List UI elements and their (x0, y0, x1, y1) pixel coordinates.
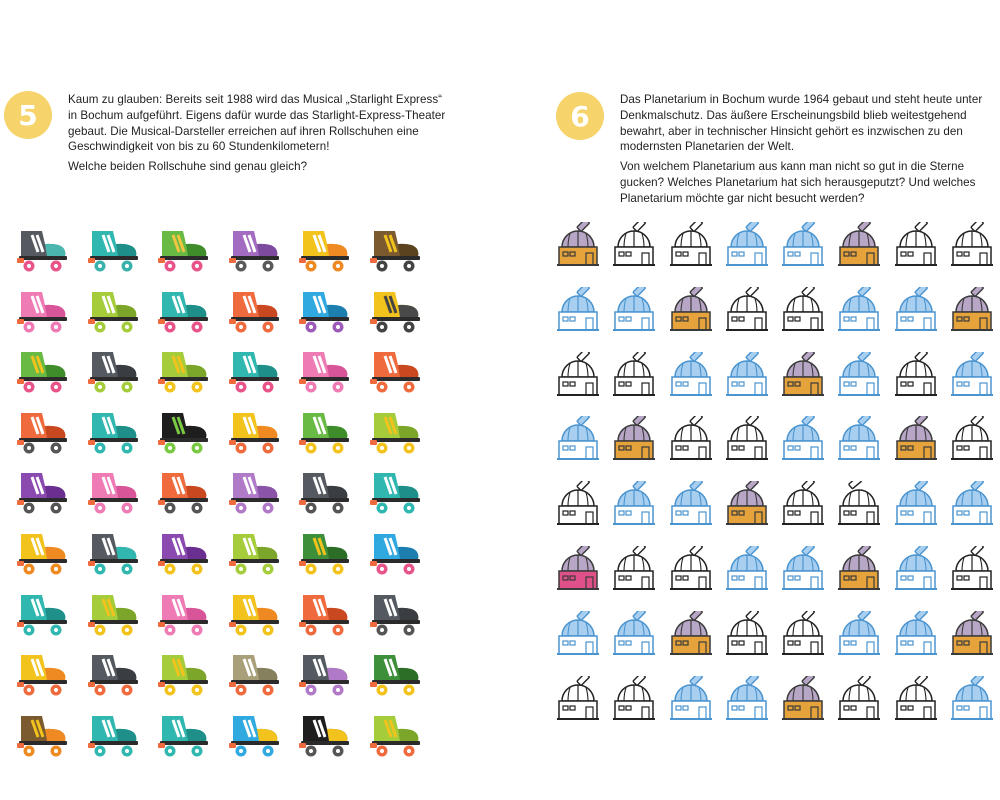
planetarium-icon[interactable] (837, 611, 883, 657)
planetarium-icon[interactable] (781, 611, 827, 657)
planetarium-icon[interactable] (612, 352, 658, 398)
planetarium-icon[interactable] (837, 222, 883, 268)
roller-skate-icon[interactable] (155, 524, 211, 576)
planetarium-icon[interactable] (556, 287, 602, 333)
planetarium-icon[interactable] (725, 287, 771, 333)
planetarium-icon[interactable] (725, 352, 771, 398)
planetarium-icon[interactable] (781, 287, 827, 333)
planetarium-icon[interactable] (781, 352, 827, 398)
puzzle-number-badge-5: 5 (4, 91, 52, 139)
planetarium-icon[interactable] (950, 352, 996, 398)
planetarium-icon[interactable] (669, 546, 715, 592)
planetarium-icon[interactable] (612, 611, 658, 657)
planetarium-icon[interactable] (950, 481, 996, 527)
roller-skate-icon[interactable] (14, 282, 70, 334)
planetarium-icon[interactable] (612, 546, 658, 592)
roller-skate-icon[interactable] (226, 524, 282, 576)
roller-skate-icon[interactable] (367, 342, 423, 394)
planetarium-icon[interactable] (894, 546, 940, 592)
planetarium-icon[interactable] (950, 416, 996, 462)
roller-skate-icon[interactable] (85, 524, 141, 576)
roller-skate-icon[interactable] (226, 403, 282, 455)
planetarium-icon[interactable] (556, 222, 602, 268)
roller-skate-icon[interactable] (85, 706, 141, 758)
roller-skate-icon[interactable] (367, 463, 423, 515)
roller-skate-icon[interactable] (14, 585, 70, 637)
planetarium-icon[interactable] (781, 481, 827, 527)
planetarium-icon[interactable] (556, 481, 602, 527)
planetarium-icon[interactable] (669, 352, 715, 398)
planetarium-icon[interactable] (669, 287, 715, 333)
planetarium-icon[interactable] (556, 676, 602, 722)
planetarium-icon[interactable] (725, 416, 771, 462)
roller-skate-icon[interactable] (296, 524, 352, 576)
puzzle-5-question: Welche beiden Rollschuhe sind genau gleich? (68, 160, 308, 174)
roller-skate-icon[interactable] (367, 585, 423, 637)
roller-skate-icon[interactable] (85, 645, 141, 697)
planetarium-icon[interactable] (612, 676, 658, 722)
planetarium-icon[interactable] (556, 546, 602, 592)
roller-skate-icon[interactable] (296, 463, 352, 515)
roller-skate-icon[interactable] (367, 645, 423, 697)
planetarium-icon[interactable] (612, 222, 658, 268)
roller-skate-icon[interactable] (226, 342, 282, 394)
planetarium-icon[interactable] (894, 481, 940, 527)
roller-skate-icon[interactable] (14, 524, 70, 576)
roller-skate-icon[interactable] (296, 706, 352, 758)
planetarium-icon[interactable] (725, 611, 771, 657)
roller-skate-icon[interactable] (155, 403, 211, 455)
planetarium-icon[interactable] (781, 222, 827, 268)
planetarium-icon[interactable] (725, 676, 771, 722)
planetarium-icon[interactable] (837, 546, 883, 592)
planetarium-icon[interactable] (894, 416, 940, 462)
roller-skate-icon[interactable] (155, 463, 211, 515)
puzzle-6-question: Von welchem Planetarium aus kann man nicht so gut in die Sterne gucken? Welches Planetarium hat sich herausgeputzt? Und welches Planetarium möchte gar nicht besucht werden? (620, 160, 976, 205)
roller-skate-icon[interactable] (226, 585, 282, 637)
roller-skate-icon[interactable] (226, 706, 282, 758)
roller-skate-icon[interactable] (226, 645, 282, 697)
planetarium-icon[interactable] (894, 352, 940, 398)
planetarium-icon[interactable] (950, 546, 996, 592)
planetarium-icon[interactable] (837, 287, 883, 333)
roller-skate-icon[interactable] (155, 342, 211, 394)
roller-skate-icon[interactable] (155, 221, 211, 273)
planetarium-grid (556, 222, 996, 722)
roller-skate-icon[interactable] (14, 463, 70, 515)
roller-skate-icon[interactable] (155, 585, 211, 637)
roller-skate-icon[interactable] (226, 282, 282, 334)
roller-skate-icon[interactable] (296, 282, 352, 334)
planetarium-icon[interactable] (612, 416, 658, 462)
planetarium-icon[interactable] (894, 611, 940, 657)
roller-skate-icon[interactable] (85, 282, 141, 334)
roller-skate-icon[interactable] (367, 282, 423, 334)
roller-skate-icon[interactable] (85, 463, 141, 515)
planetarium-icon[interactable] (837, 416, 883, 462)
roller-skate-icon[interactable] (367, 524, 423, 576)
planetarium-icon[interactable] (725, 546, 771, 592)
planetarium-icon[interactable] (894, 222, 940, 268)
puzzle-6-paragraph: Das Planetarium in Bochum wurde 1964 gebaut und steht heute unter Denkmalschutz. Das äußere Erscheinungsbild blieb weitestgehend bewahrt, aber in technischer Hinsicht gehört es inzwischen zu den modernsten Planetarien der Welt. (620, 93, 983, 154)
roller-skate-icon[interactable] (296, 403, 352, 455)
planetarium-icon[interactable] (556, 352, 602, 398)
roller-skate-grid (14, 221, 423, 758)
roller-skate-icon[interactable] (14, 342, 70, 394)
planetarium-icon[interactable] (725, 481, 771, 527)
planetarium-icon[interactable] (837, 676, 883, 722)
planetarium-icon[interactable] (669, 481, 715, 527)
planetarium-icon[interactable] (669, 222, 715, 268)
puzzle-6-text (620, 92, 1000, 211)
planetarium-icon[interactable] (950, 676, 996, 722)
planetarium-icon[interactable] (612, 287, 658, 333)
roller-skate-icon[interactable] (296, 585, 352, 637)
roller-skate-icon[interactable] (14, 706, 70, 758)
planetarium-icon[interactable] (669, 676, 715, 722)
roller-skate-icon[interactable] (155, 706, 211, 758)
roller-skate-icon[interactable] (296, 645, 352, 697)
planetarium-icon[interactable] (950, 287, 996, 333)
planetarium-icon[interactable] (556, 416, 602, 462)
roller-skate-icon[interactable] (296, 221, 352, 273)
puzzle-5-paragraph: Kaum zu glauben: Bereits seit 1988 wird das Musical „Starlight Express“ in Bochum aufgeführt. Eigens dafür wurde das Starlight-Express-Theater gebaut. Die Musical-Darsteller erreichen auf ihren Rollschuhen eine Geschwindigkeit von bis zu 60 Stundenkilometern! (68, 93, 446, 154)
planetarium-icon[interactable] (556, 611, 602, 657)
roller-skate-icon[interactable] (14, 645, 70, 697)
roller-skate-icon[interactable] (155, 282, 211, 334)
planetarium-icon[interactable] (950, 611, 996, 657)
planetarium-icon[interactable] (781, 676, 827, 722)
roller-skate-icon[interactable] (367, 403, 423, 455)
roller-skate-icon[interactable] (226, 221, 282, 273)
roller-skate-icon[interactable] (85, 585, 141, 637)
roller-skate-icon[interactable] (367, 221, 423, 273)
roller-skate-icon[interactable] (14, 221, 70, 273)
roller-skate-icon[interactable] (367, 706, 423, 758)
roller-skate-icon[interactable] (85, 403, 141, 455)
planetarium-icon[interactable] (669, 611, 715, 657)
planetarium-icon[interactable] (781, 416, 827, 462)
roller-skate-icon[interactable] (296, 342, 352, 394)
planetarium-icon[interactable] (837, 481, 883, 527)
roller-skate-icon[interactable] (14, 403, 70, 455)
planetarium-icon[interactable] (837, 352, 883, 398)
planetarium-icon[interactable] (950, 222, 996, 268)
planetarium-icon[interactable] (894, 287, 940, 333)
planetarium-icon[interactable] (612, 481, 658, 527)
planetarium-icon[interactable] (894, 676, 940, 722)
planetarium-icon[interactable] (781, 546, 827, 592)
roller-skate-icon[interactable] (226, 463, 282, 515)
puzzle-5-text (68, 92, 468, 179)
planetarium-icon[interactable] (669, 416, 715, 462)
roller-skate-icon[interactable] (85, 342, 141, 394)
roller-skate-icon[interactable] (155, 645, 211, 697)
roller-skate-icon[interactable] (85, 221, 141, 273)
planetarium-icon[interactable] (725, 222, 771, 268)
puzzle-number-badge-6: 6 (556, 92, 604, 140)
